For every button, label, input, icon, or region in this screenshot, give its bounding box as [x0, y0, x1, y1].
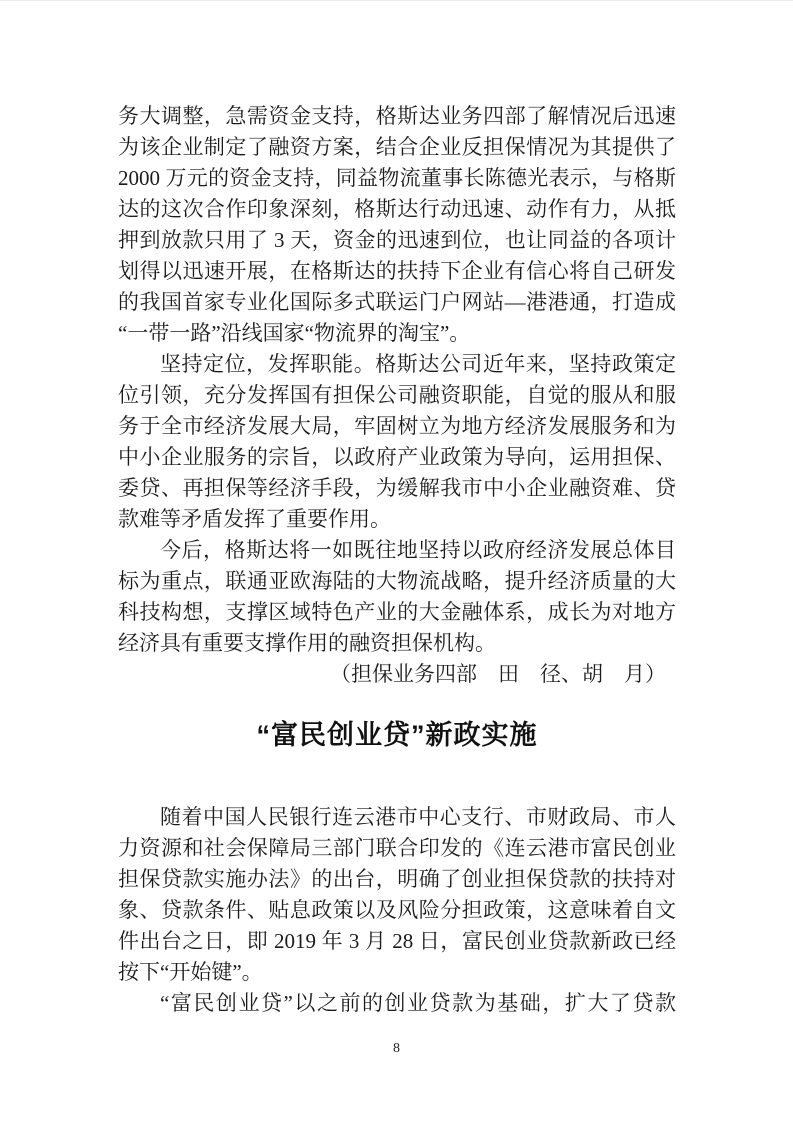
article-title: “富民创业贷”新政实施 [256, 720, 538, 750]
page-content [118, 101, 676, 1019]
text-line: 标为重点，联通亚欧海陆的大物流战略，提升经济质量的大 [118, 569, 676, 593]
text-line: 款难等矛盾发挥了重要作用。 [118, 507, 391, 531]
text-line: 担保贷款实施办法》的出台，明确了创业担保贷款的扶持对 [118, 867, 676, 891]
text-line: 务于全市经济发展大局，牢固树立为地方经济发展服务和为 [118, 414, 676, 438]
text-line: 中小企业服务的宗旨，以政府产业政策为导向，运用担保、 [118, 445, 676, 469]
text-line: 押到放款只用了 3 天，资金的迅速到位，也让同益的各项计 [118, 228, 676, 252]
text-line: 象、贷款条件、贴息政策以及风险分担政策，这意味着自文 [118, 898, 676, 922]
text-line: 的我国首家专业化国际多式联运门户网站—港港通，打造成 [118, 290, 676, 314]
article-fumin [118, 802, 676, 1019]
text-line: 委贷、再担保等经济手段，为缓解我市中小企业融资难、贷 [118, 476, 676, 500]
page-number: 8 [393, 1041, 400, 1056]
text-line: 件出台之日，即 2019 年 3 月 28 日，富民创业贷款新政已经 [118, 929, 676, 953]
article-gesida [118, 101, 676, 690]
text-line: “富民创业贷”以之前的创业贷款为基础，扩大了贷款 [160, 991, 676, 1015]
text-line: 划得以迅速开展，在格斯达的扶持下企业有信心将自己研发 [118, 259, 676, 283]
text-line: 坚持定位，发挥职能。格斯达公司近年来，坚持政策定 [160, 352, 676, 376]
text-line: “一带一路”沿线国家“物流界的淘宝”。 [118, 321, 471, 345]
text-line: 按下“开始键”。 [118, 960, 263, 984]
text-line: 2000 万元的资金支持，同益物流董事长陈德光表示，与格斯 [118, 166, 676, 190]
text-line: 今后，格斯达将一如既往地坚持以政府经济发展总体目 [160, 538, 676, 562]
text-line: 经济具有重要支撑作用的融资担保机构。 [118, 631, 496, 655]
text-line: 达的这次合作印象深刻，格斯达行动迅速、动作有力，从抵 [118, 197, 676, 221]
text-line: 务大调整，急需资金支持，格斯达业务四部了解情况后迅速 [118, 104, 676, 128]
text-line: 为该企业制定了融资方案，结合企业反担保情况为其提供了 [118, 135, 676, 159]
text-line: 力资源和社会保障局三部门联合印发的《连云港市富民创业 [118, 836, 676, 860]
byline: （担保业务四部 田 径、胡 月） [330, 662, 666, 686]
text-line: 科技构想，支撑区域特色产业的大金融体系，成长为对地方 [118, 600, 676, 624]
text-line: 位引领，充分发挥国有担保公司融资职能，自觉的服从和服 [118, 383, 676, 407]
text-line: 随着中国人民银行连云港市中心支行、市财政局、市人 [160, 805, 676, 829]
